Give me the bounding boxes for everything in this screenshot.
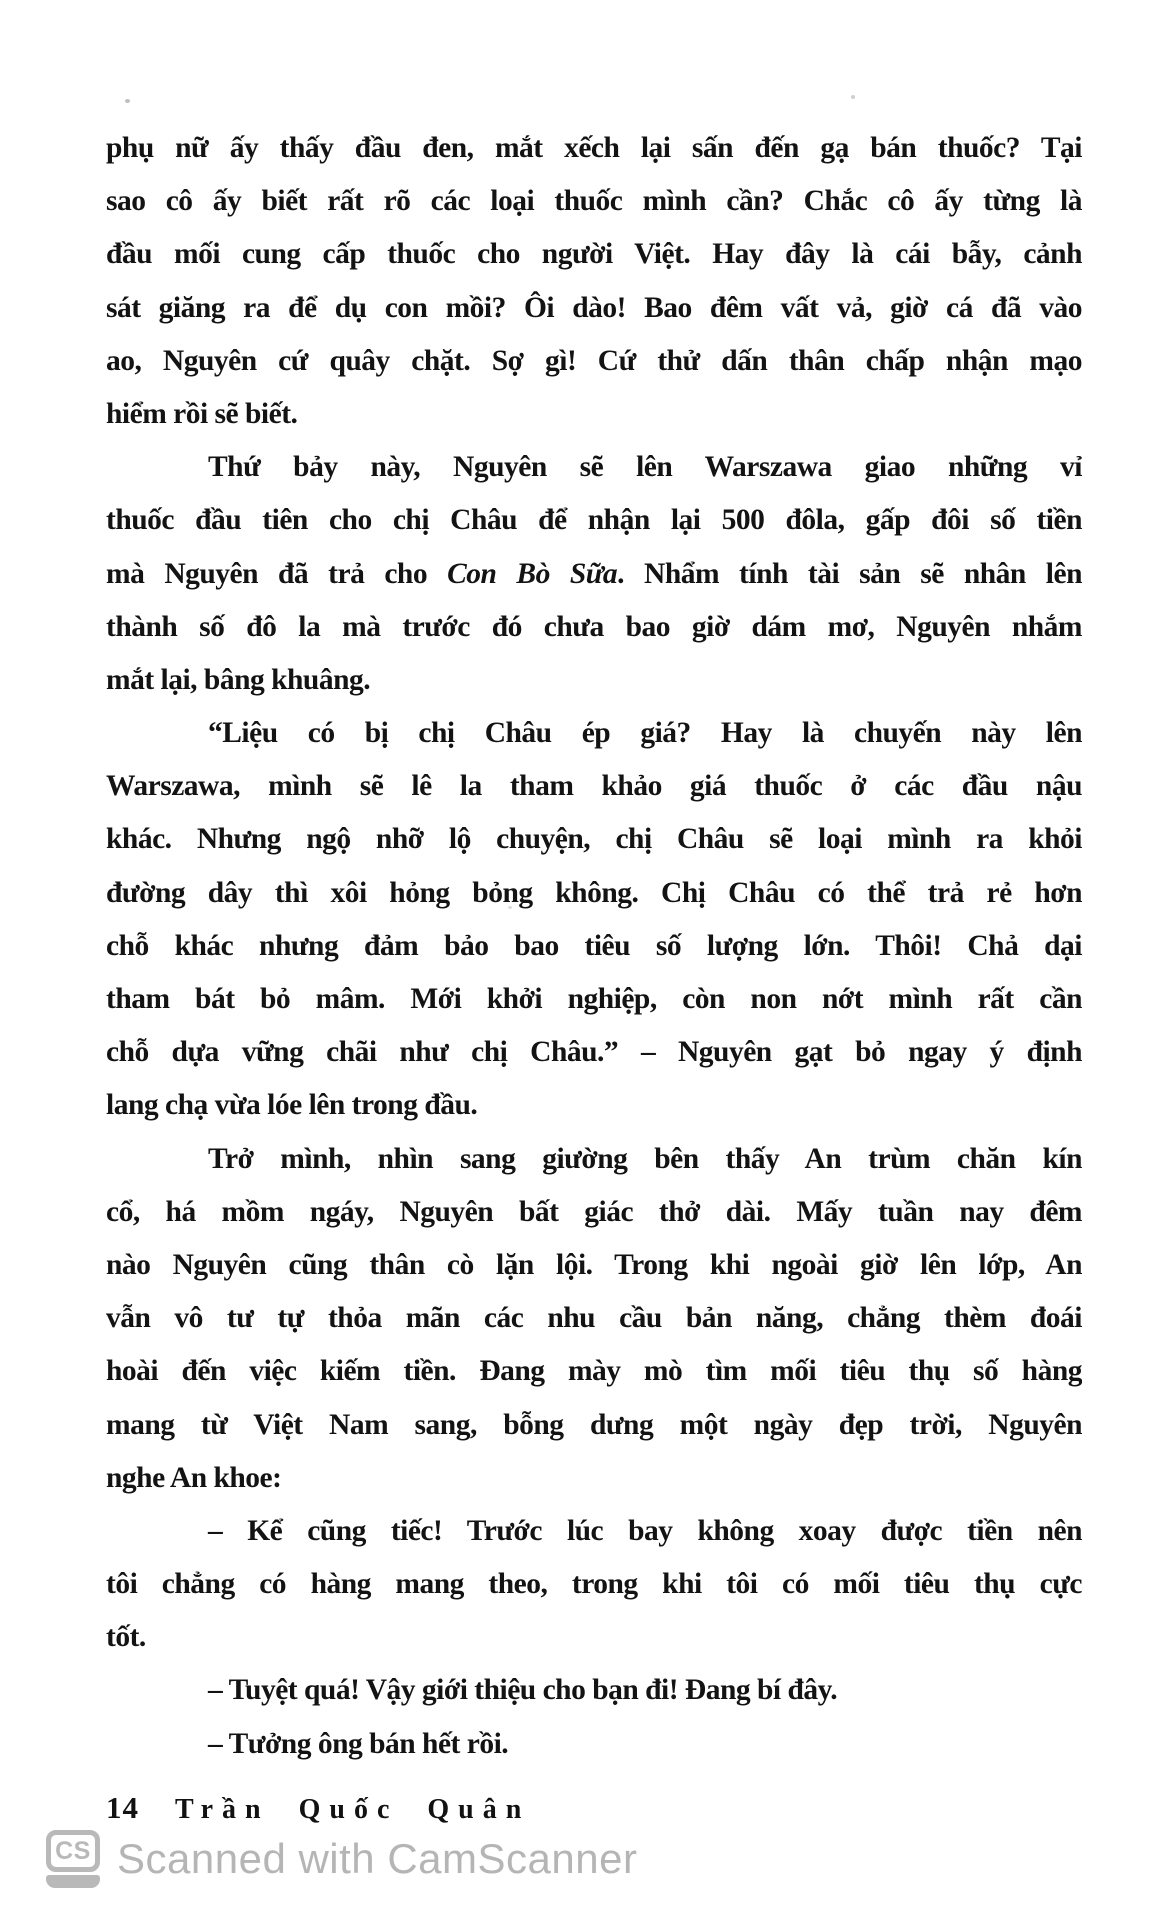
text-line: nghe An khoe: — [106, 1461, 282, 1494]
text-line: đường dây thì xôi hỏng bỏng không. Chị Châu có thể trả rẻ hơn — [106, 876, 1082, 909]
text-segment: . Nhẩm tính tài sản sẽ nhân lên — [617, 557, 1082, 590]
text-line: chỗ khác nhưng đảm bảo bao tiêu số lượng lớn. Thôi! Chả dại — [106, 929, 1082, 962]
text-line: “Liệu có bị chị Châu ép giá? Hay là chuyến này lên — [208, 717, 1082, 750]
text-line: khác. Nhưng ngộ nhỡ lộ chuyện, chị Châu sẽ loại mình ra khỏi — [106, 823, 1082, 856]
running-header-author: Trần Quốc Quân — [175, 1794, 531, 1825]
scan-artifact-dot — [851, 95, 855, 99]
text-line: tham bát bỏ mâm. Mới khởi nghiệp, còn non nớt mình rất cần — [106, 983, 1082, 1015]
text-line: hiểm rồi sẽ biết. — [106, 397, 298, 430]
text-line: tôi chẳng có hàng mang theo, trong khi tôi có mối tiêu thụ cực — [106, 1568, 1082, 1601]
camscanner-logo-cs-label: CS — [46, 1830, 100, 1872]
text-line: mắt lại, bâng khuâng. — [106, 663, 371, 696]
text-line: chỗ dựa vững chãi như chị Châu.” – Nguyên gạt bỏ ngay ý định — [106, 1036, 1082, 1069]
text-line: ao, Nguyên cứ quây chặt. Sợ gì! Cứ thử dấn thân chấp nhận mạo — [106, 344, 1082, 377]
text-line: nào Nguyên cũng thân cò lặn lội. Trong khi ngoài giờ lên lớp, An — [106, 1248, 1082, 1281]
text-segment: mà Nguyên đã trả cho — [106, 557, 448, 590]
text-line: thành số đô la mà trước đó chưa bao giờ dám mơ, Nguyên nhắm — [106, 610, 1082, 643]
text-line: đầu mối cung cấp thuốc cho người Việt. Hay đây là cái bẫy, cảnh — [106, 238, 1082, 271]
text-line: mang từ Việt Nam sang, bỗng dưng một ngày đẹp trời, Nguyên — [106, 1408, 1082, 1441]
camscanner-logo-icon — [46, 1830, 100, 1888]
scan-artifact-dot — [125, 99, 130, 103]
text-line: thuốc đầu tiên cho chị Châu để nhận lại 500 đôla, gấp đôi số tiền — [106, 504, 1082, 537]
text-line: hoài đến việc kiếm tiền. Đang mày mò tìm mối tiêu thụ số hàng — [106, 1355, 1082, 1388]
camscanner-watermark-text: Scanned with CamScanner — [117, 1835, 638, 1882]
text-line: tốt. — [106, 1621, 146, 1654]
text-line: vẫn vô tư tự thỏa mãn các nhu cầu bản năng, chẳng thèm đoái — [106, 1302, 1082, 1335]
page-footer — [106, 1790, 530, 1830]
text-line: – Kể cũng tiếc! Trước lúc bay không xoay được tiền nên — [208, 1514, 1082, 1547]
camscanner-watermark — [46, 1830, 637, 1888]
text-line: lang chạ vừa lóe lên trong đầu. — [106, 1089, 478, 1122]
text-block — [106, 122, 1082, 1771]
text-line: Warszawa, mình sẽ lê la tham khảo giá thuốc ở các đầu nậu — [106, 770, 1082, 803]
camscanner-logo-bar — [46, 1875, 100, 1888]
text-line: sát giăng ra để dụ con mồi? Ôi dào! Bao đêm vất vả, giờ cá đã vào — [106, 291, 1082, 324]
text-line: – Tưởng ông bán hết rồi. — [208, 1727, 509, 1760]
text-line: Trở mình, nhìn sang giường bên thấy An trùm chăn kín — [208, 1142, 1082, 1175]
text-line: Thứ bảy này, Nguyên sẽ lên Warszawa giao những vỉ — [208, 451, 1082, 484]
page-number: 14 — [106, 1790, 139, 1825]
text-line: phụ nữ ấy thấy đầu đen, mắt xếch lại sấn đến gạ bán thuốc? Tại — [106, 132, 1082, 164]
text-line: sao cô ấy biết rất rõ các loại thuốc mình cần? Chắc cô ấy từng là — [106, 185, 1082, 218]
text-line — [106, 548, 1082, 601]
text-line: – Tuyệt quá! Vậy giới thiệu cho bạn đi! Đang bí đây. — [208, 1674, 838, 1707]
text-line: cổ, há mồm ngáy, Nguyên bất giác thở dài. Mấy tuần nay đêm — [106, 1195, 1082, 1228]
italic-phrase: Con Bò Sữa — [447, 557, 618, 590]
